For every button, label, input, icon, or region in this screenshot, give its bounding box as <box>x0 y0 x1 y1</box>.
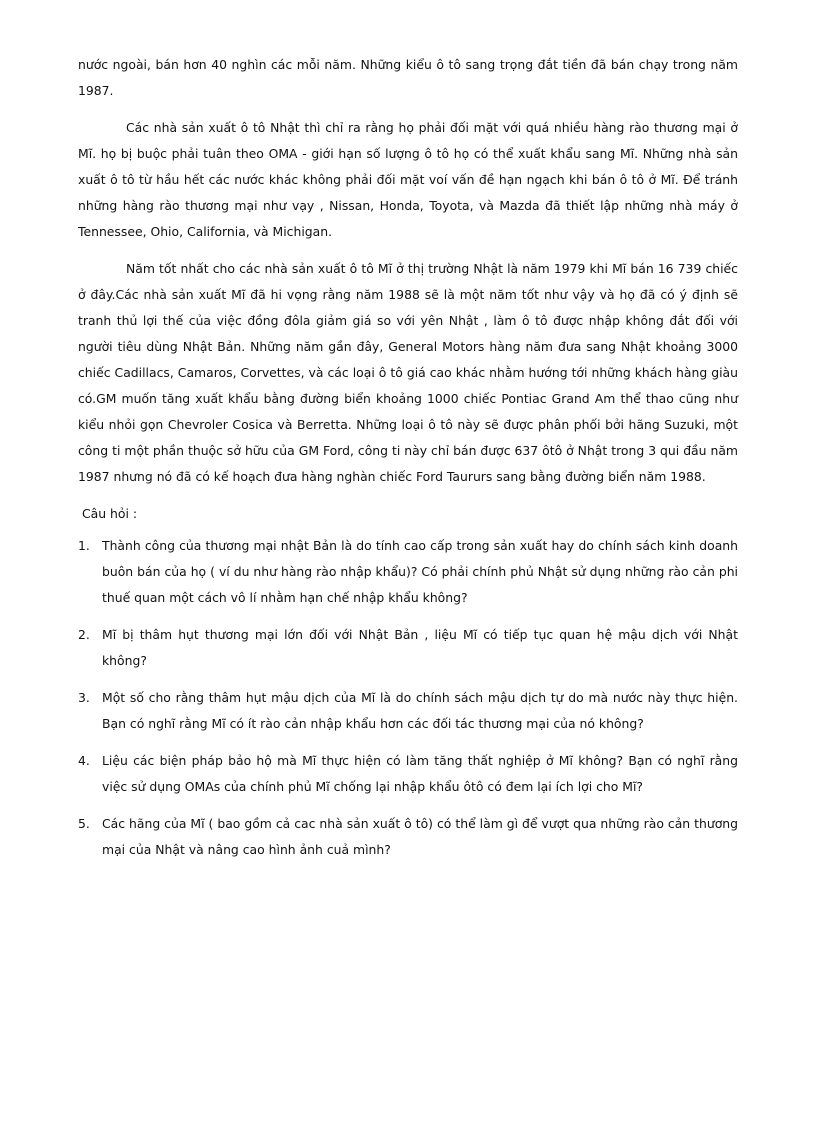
question-item <box>78 811 738 863</box>
question-text: Một số cho rằng thâm hụt mậu dịch của Mĩ là do chính sách mậu dịch tự do mà nước này thực hiện. Bạn có nghĩ rằng Mĩ có ít rào cản nhập khẩu hơn các đối tác thương mại của nó không? <box>102 690 738 731</box>
question-text: Mĩ bị thâm hụt thương mại lớn đối với Nhật Bản , liệu Mĩ có tiếp tục quan hệ mậu dịch với Nhật không? <box>102 627 738 668</box>
question-number: 3. <box>78 690 90 705</box>
paragraph-us-exports-japan: Năm tốt nhất cho các nhà sản xuất ô tô Mĩ ở thị trường Nhật là năm 1979 khi Mĩ bán 16 739 chiếc ở đây.Các nhà sản xuất Mĩ đã hi vọng rằng năm 1988 sẽ là một năm tốt như vậy và họ đã có ý định sẽ tranh thủ lợi thế của việc đồng đôla giảm giá so với yên Nhật , làm ô tô được nhập không đắt đối với người tiêu dùng Nhật Bản. Những năm gần đây, General Motors hàng năm đưa sang Nhật khoảng 3000 chiếc Cadillacs, Camaros, Corvettes, và các loại ô tô giá cao khác nhằm hướng tới những khách hàng giàu có.GM muốn tăng xuất khẩu bằng đường biển khoảng 1000 chiếc Pontiac Grand Am thể thao cũng như kiểu nhỏi gọn Chevroler Cosica và Berretta. Những loại ô tô này sẽ được phân phối bởi hãng Suzuki, một công ti một phần thuộc sở hữu của GM Ford, công ti này chỉ bán được 637 ôtô ở Nhật trong 3 qui đầu năm 1987 nhưng nó đã có kế hoạch đưa hàng nghàn chiếc Ford Taururs sang bằng đường biển năm 1988. <box>78 261 738 484</box>
question-text: Các hãng của Mĩ ( bao gồm cả cac nhà sản xuất ô tô) có thể làm gì để vượt qua những rào cản thương mại của Nhật và nâng cao hình ảnh cuả mình? <box>102 816 738 857</box>
question-text: Thành công của thương mại nhật Bản là do tính cao cấp trong sản xuất hay do chính sách kinh doanh buôn bán của họ ( ví du như hàng rào nhập khẩu)? Có phải chính phủ Nhật sử dụng những rào cản phi thuế quan một cách vô lí nhằm hạn chế nhập khẩu không? <box>102 538 738 605</box>
document-page <box>78 52 738 874</box>
question-item <box>78 748 738 800</box>
questions-heading: Câu hỏi : <box>82 506 138 521</box>
question-item <box>78 622 738 674</box>
questions-list <box>78 533 738 863</box>
question-item <box>78 685 738 737</box>
paragraph-japanese-trade-barriers: Các nhà sản xuất ô tô Nhật thì chỉ ra rằng họ phải đối mặt với quá nhiều hàng rào thương mại ở Mĩ. họ bị buộc phải tuân theo OMA - giới hạn số lượng ô tô họ có thể xuất khẩu sang Mĩ. Những nhà sản xuất ô tô từ hầu hết các nước khác không phải đối mặt voí vấn đề hạn ngạch khi bán ô tô ở Mĩ. Để tránh những hàng rào thương mại như vạy , Nissan, Honda, Toyota, và Mazda đã thiết lập những nhà máy ở Tennessee, Ohio, California, và Michigan. <box>78 120 738 239</box>
question-number: 2. <box>78 627 90 642</box>
question-item <box>78 533 738 611</box>
question-number: 4. <box>78 753 90 768</box>
question-text: Liệu các biện pháp bảo hộ mà Mĩ thực hiện có làm tăng thất nghiệp ở Mĩ không? Bạn có nghĩ rằng việc sử dụng OMAs của chính phủ Mĩ chống lại nhập khẩu ôtô có đem lại ích lợi cho Mĩ? <box>102 753 738 794</box>
question-number: 1. <box>78 538 90 553</box>
question-number: 5. <box>78 816 90 831</box>
paragraph-continuation: nước ngoài, bán hơn 40 nghìn các mỗi năm. Những kiểu ô tô sang trọng đắt tiền đã bán chạy trong năm 1987. <box>78 57 738 98</box>
